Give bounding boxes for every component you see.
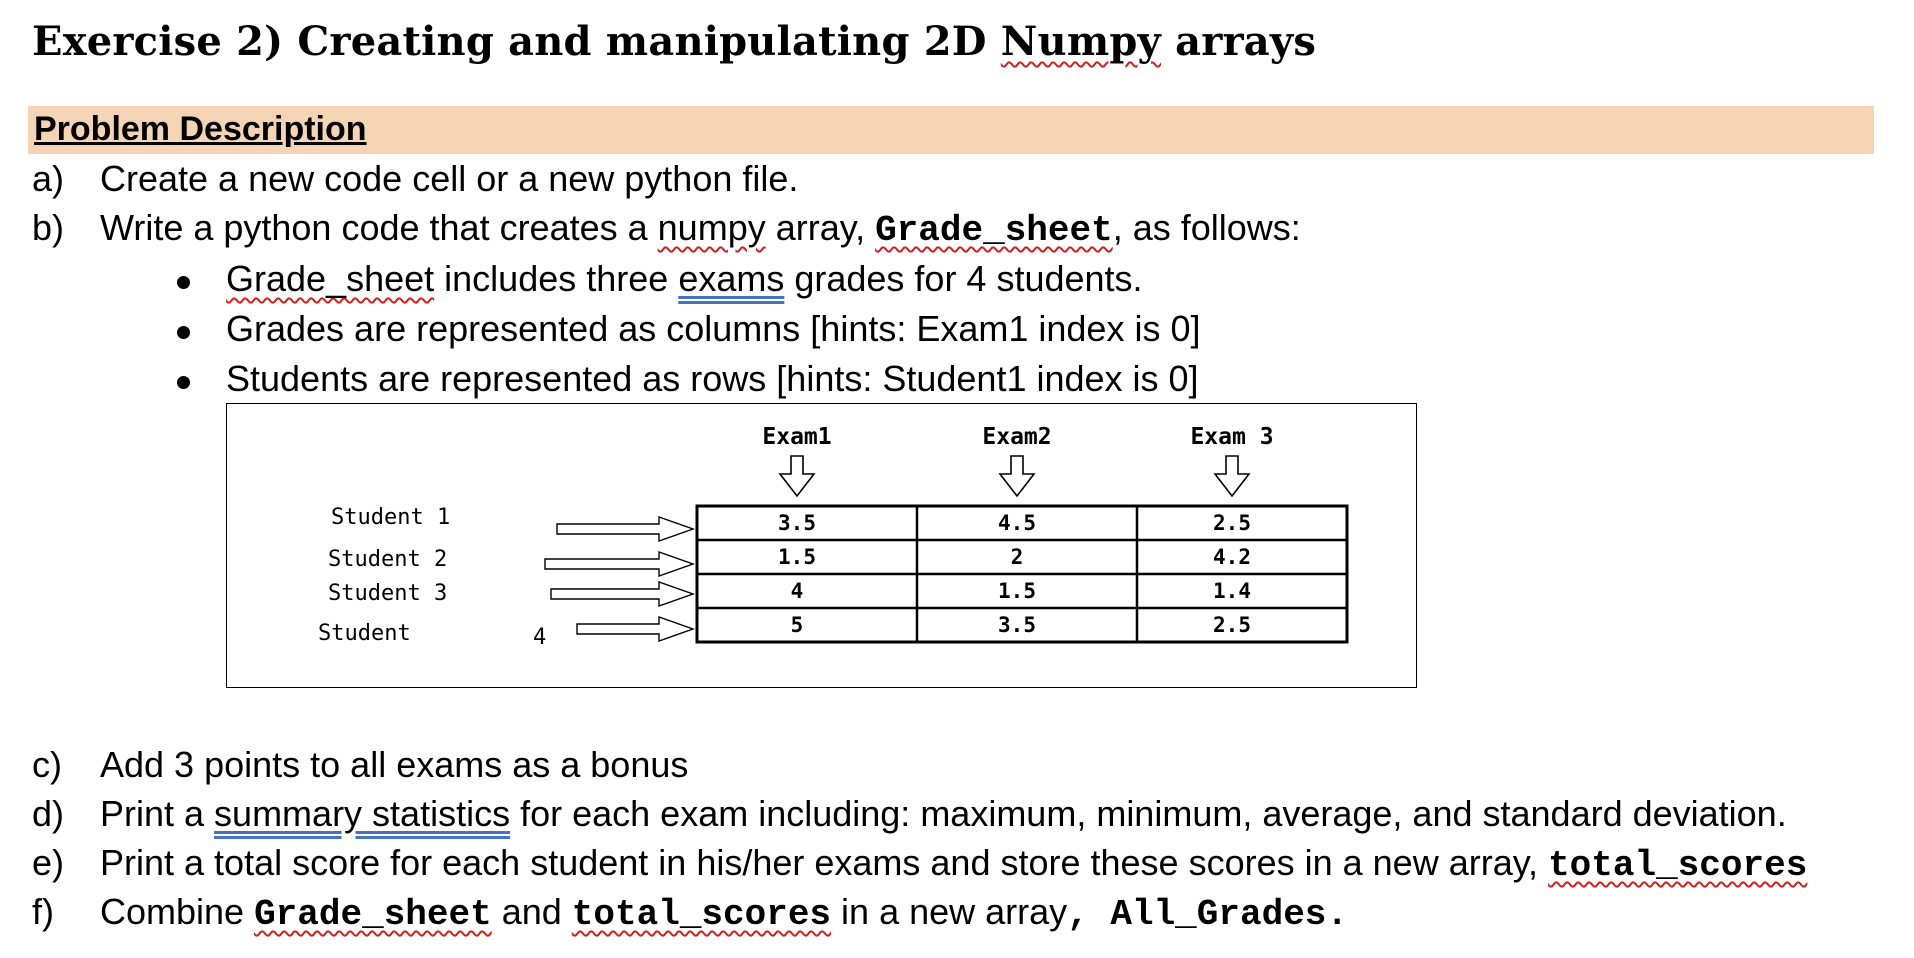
down-arrow-icon xyxy=(1000,456,1034,496)
item-a: a) Create a new code cell or a new python file. xyxy=(32,158,799,199)
grade-cell: 4.5 xyxy=(998,511,1036,535)
right-arrow-icon xyxy=(545,552,693,576)
down-arrow-icon xyxy=(1215,456,1249,496)
code-grade-sheet: Grade_sheet xyxy=(875,210,1113,251)
exercise-title: Exercise 2) Creating and manipulating 2D Numpy arrays xyxy=(32,18,1317,65)
grade-cell: 1.5 xyxy=(998,579,1036,603)
student-label-1: Student 1 xyxy=(331,505,451,530)
student-4-number: 4 xyxy=(533,625,547,650)
grade-cell: 5 xyxy=(790,613,804,637)
grade-cell: 2.5 xyxy=(1213,511,1251,535)
down-arrow-icon xyxy=(780,456,814,496)
right-arrow-icon xyxy=(557,517,693,541)
problem-description-heading: Problem Description xyxy=(34,110,367,148)
item-c: c) Add 3 points to all exams as a bonus xyxy=(32,744,689,785)
right-arrow-icon xyxy=(577,617,693,641)
grade-cell: 2 xyxy=(1010,545,1024,569)
bullet-dot-1 xyxy=(177,276,190,289)
column-header-1: Exam1 xyxy=(762,424,832,450)
grade-cell: 3.5 xyxy=(998,613,1036,637)
bullet-3: Students are represented as rows [hints: Student1 index is 0] xyxy=(226,358,1199,399)
student-label-3: Student 3 xyxy=(328,581,448,606)
bullet-dot-2 xyxy=(177,326,190,339)
column-header-2: Exam2 xyxy=(982,424,1052,450)
grade-cell: 4 xyxy=(790,579,804,603)
student-label-4: Student xyxy=(318,621,411,646)
grade-cell: 3.5 xyxy=(778,511,816,535)
grade-cell: 2.5 xyxy=(1213,613,1251,637)
column-header-3: Exam 3 xyxy=(1190,424,1274,450)
item-b: b) Write a python code that creates a numpy array, Grade_sheet, as follows: xyxy=(32,207,1301,251)
grade-cell: 1.5 xyxy=(778,545,816,569)
item-f: f) Combine Grade_sheet and total_scores in a new array, All_Grades. xyxy=(32,891,1349,935)
numpy-word: Numpy xyxy=(1000,18,1161,65)
grade-sheet-figure xyxy=(226,403,1417,688)
grade-sheet-diagram xyxy=(227,404,1415,686)
right-arrow-icon xyxy=(551,582,693,606)
code-total-scores: total_scores xyxy=(1548,845,1808,886)
summary-statistics-link: summary statistics xyxy=(214,793,511,834)
student-label-2: Student 2 xyxy=(328,547,448,572)
item-d: d) Print a summary statistics for each exam including: maximum, minimum, average, and standard deviation. xyxy=(32,793,1787,834)
grade-cell: 1.4 xyxy=(1213,579,1251,603)
item-e: e) Print a total score for each student in his/her exams and store these scores in a new array, total_scores xyxy=(32,842,1808,886)
bullet-2: Grades are represented as columns [hints: Exam1 index is 0] xyxy=(226,308,1201,349)
bullet-1: Grade_sheet includes three exams grades for 4 students. xyxy=(226,258,1143,299)
bullet-dot-3 xyxy=(177,376,190,389)
grade-cell: 4.2 xyxy=(1213,545,1251,569)
